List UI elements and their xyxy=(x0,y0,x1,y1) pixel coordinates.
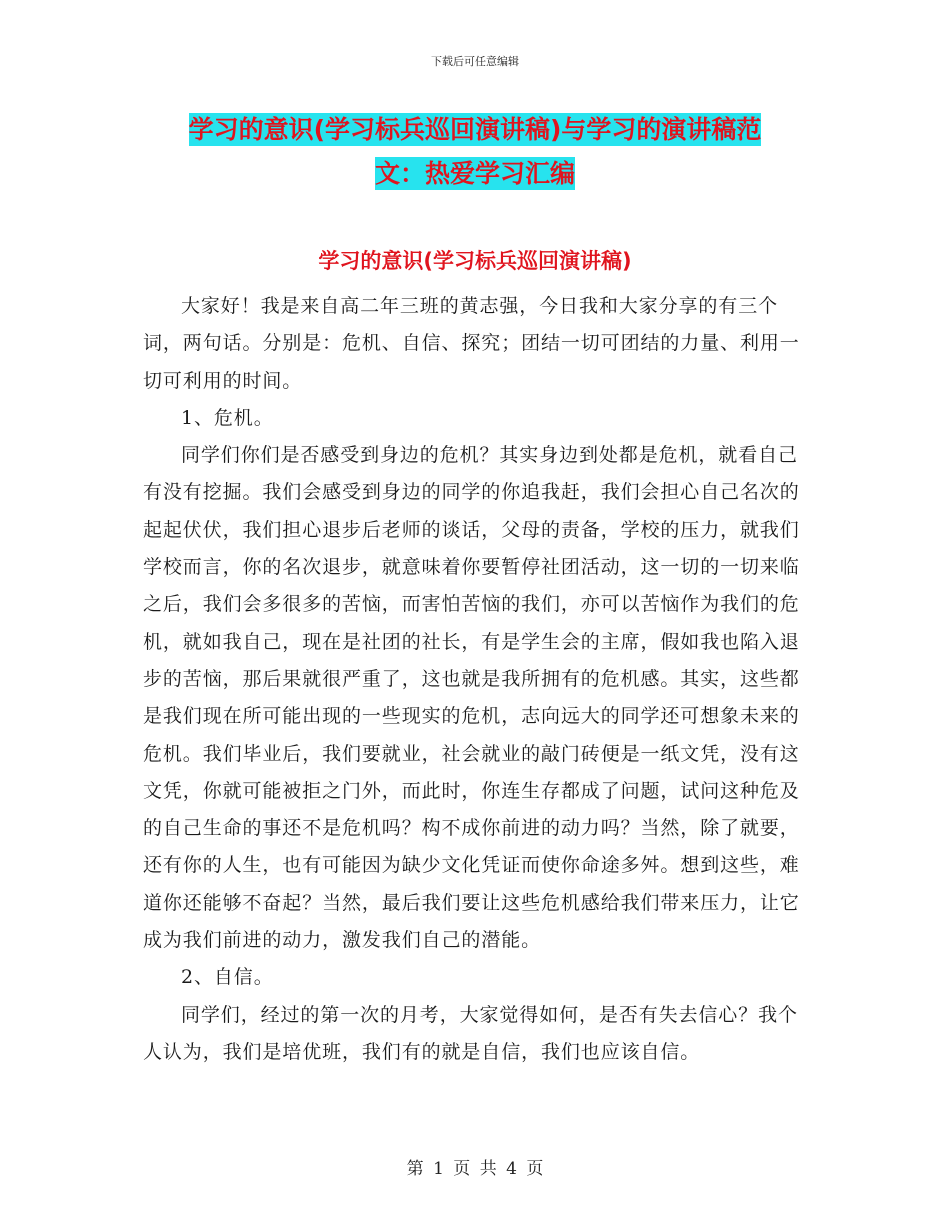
paragraph: 2、自信。 xyxy=(181,966,274,989)
paragraph: 同学们，经过的第一次的月考，大家觉得如何，是否有失去信心？我个人认为，我们是培优班，我们有的就是自信，我们也应该自信。 xyxy=(143,1003,798,1063)
page-footer: 第 1 页 共 4 页 xyxy=(406,1159,544,1179)
paragraph: 1、危机。 xyxy=(181,406,274,429)
body-text xyxy=(143,288,808,1071)
paragraph: 同学们你们是否感受到身边的危机？其实身边到处都是危机，就看自己有没有挖掘。我们会感受到身边的同学的你追我赶，我们会担心自己名次的起起伏伏，我们担心退步后老师的谈话，父母的责备，学校的压力，就我们学校而言，你的名次退步，就意味着你要暂停社团活动，这一切的一切来临之后，我们会多很多的苦恼，而害怕苦恼的我们，亦可以苦恼作为我们的危机，就如我自己，现在是社团的社长，有是学生会的主席，假如我也陷入退步的苦恼，那后果就很严重了，这也就是我所拥有的危机感。其实，这些都是我们现在所可能出现的一些现实的危机，志向远大的同学还可想象未来的危机。我们毕业后，我们要就业，社会就业的敲门砖便是一纸文凭，没有这文凭，你就可能被拒之门外，而此时，你连生存都成了问题，试问这种危及的自己生命的事还不是危机吗？构不成你前进的动力吗？当然，除了就要，还有你的人生，也有可能因为缺少文化凭证而使你命途多舛。想到这些，难道你还能够不奋起？当然，最后我们要让这些危机感给我们带来压力，让它成为我们前进的动力，激发我们自己的潜能。 xyxy=(143,444,800,952)
document-title xyxy=(0,108,950,196)
paragraph: 大家好！我是来自高二年三班的黄志强，今日我和大家分享的有三个词，两句话。分别是：危机、自信、探究；团结一切可团结的力量、利用一切可利用的时间。 xyxy=(143,295,800,392)
title-line-1: 学习的意识(学习标兵巡回演讲稿)与学习的演讲稿范 xyxy=(188,115,762,144)
section-subtitle: 学习的意识(学习标兵巡回演讲稿) xyxy=(318,249,632,273)
header-note: 下载后可任意编辑 xyxy=(431,55,519,68)
title-line-2: 文：热爱学习汇编 xyxy=(374,159,575,188)
